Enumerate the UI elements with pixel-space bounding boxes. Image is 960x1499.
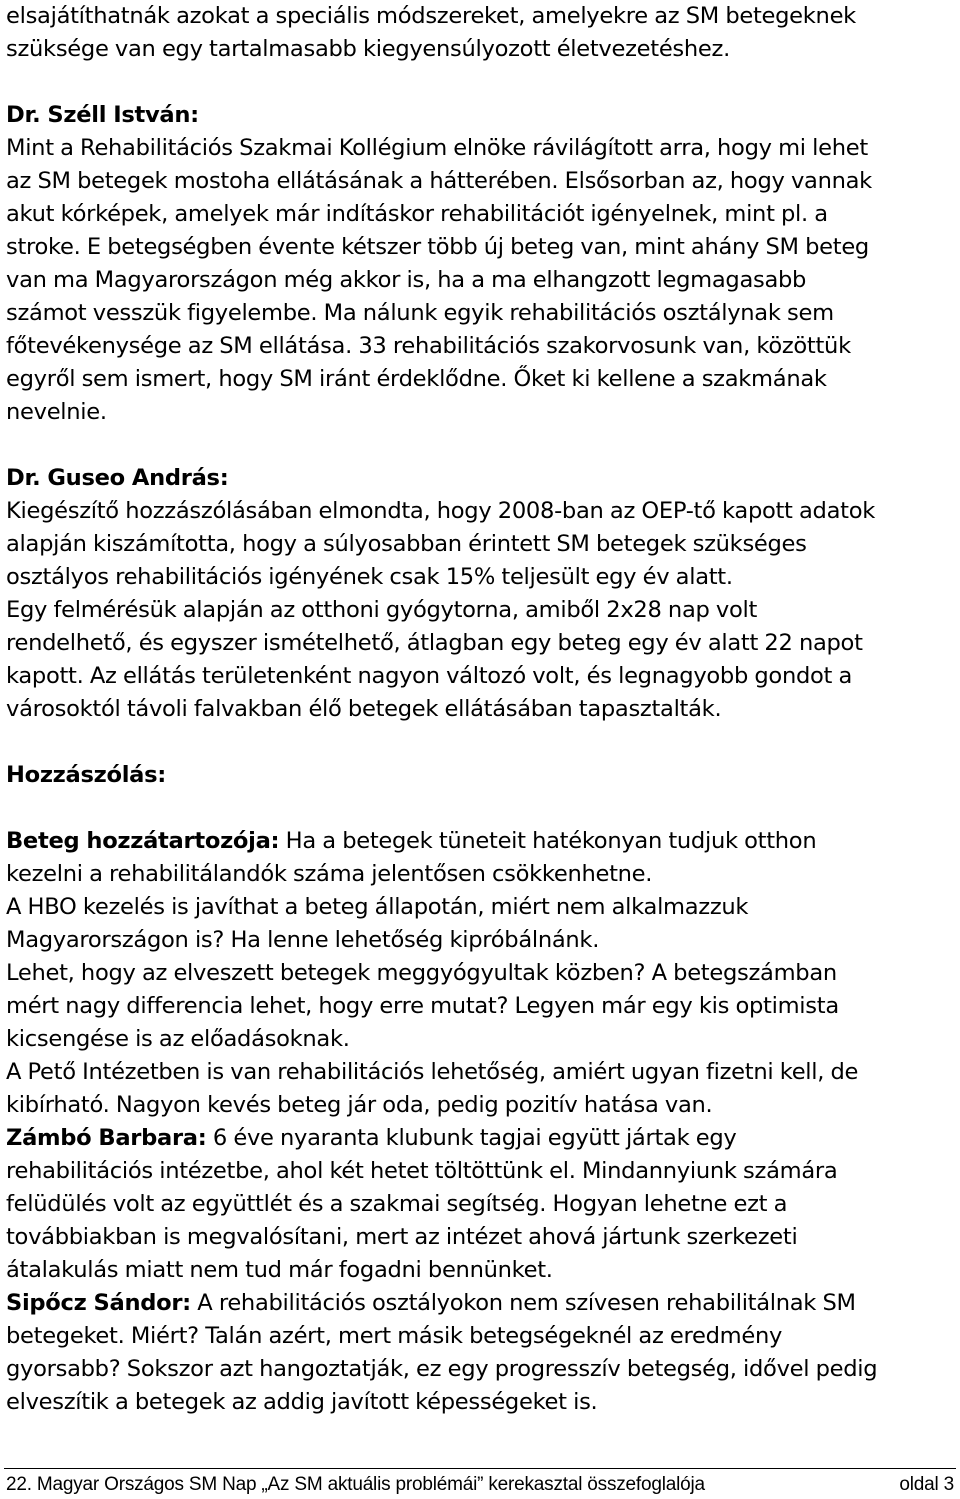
- text-line: Ha a betegek tüneteit hatékonyan tudjuk otthon: [279, 828, 817, 854]
- text-line: Kiegészítő hozzászólásában elmondta, hogy 2008-ban az OEP-tő kapott adatok: [6, 498, 876, 524]
- speaker-heading: Dr. Széll István:: [6, 102, 199, 128]
- page-footer: [6, 1472, 954, 1498]
- text-line: egyről sem ismert, hogy SM iránt érdeklődne. Őket ki kellene a szakmának: [6, 366, 827, 392]
- text-line: elveszítik a betegek az addig javított képességeket is.: [6, 1389, 598, 1415]
- paragraph-gap: [6, 726, 956, 759]
- paragraph-gap: [6, 66, 956, 99]
- text-line: kicsengése is az előadásoknak.: [6, 1026, 350, 1052]
- text-line: kibírható. Nagyon kevés beteg jár oda, pedig pozitív hatása van.: [6, 1092, 713, 1118]
- text-line: A rehabilitációs osztályokon nem szívesen rehabilitálnak SM: [190, 1290, 856, 1316]
- paragraph-comments: [6, 825, 956, 1419]
- text-line: stroke. E betegségben évente kétszer több új beteg van, mint ahány SM beteg: [6, 234, 869, 260]
- text-line: kezelni a rehabilitálandók száma jelentősen csökkenhetne.: [6, 861, 653, 887]
- text-line: Mint a Rehabilitációs Szakmai Kollégium elnöke rávilágított arra, hogy mi lehet: [6, 135, 868, 161]
- text-line: A Pető Intézetben is van rehabilitációs lehetőség, amiért ugyan fizetni kell, de: [6, 1059, 859, 1085]
- section-heading-paragraph: [6, 759, 956, 792]
- footer-divider: [4, 1468, 956, 1469]
- text-line: A HBO kezelés is javíthat a beteg állapotán, miért nem alkalmazzuk: [6, 894, 749, 920]
- text-line: 6 éve nyaranta klubunk tagjai együtt jártak egy: [206, 1125, 737, 1151]
- text-line: gyorsabb? Sokszor azt hangoztatják, ez egy progresszív betegség, idővel pedig: [6, 1356, 878, 1382]
- text-line: városoktól távoli falvakban élő betegek ellátásában tapasztalták.: [6, 696, 722, 722]
- text-line: Magyarországon is? Ha lenne lehetőség kipróbálnánk.: [6, 927, 600, 953]
- section-heading: Hozzászólás:: [6, 762, 166, 788]
- speaker-name: Zámbó Barbara:: [6, 1125, 207, 1151]
- text-line: betegeket. Miért? Talán azért, mert másik betegségeknél az eredmény: [6, 1323, 783, 1349]
- text-line: továbbiakban is megvalósítani, mert az intézet ahová jártunk szerkezeti: [6, 1224, 798, 1250]
- text-line: Lehet, hogy az elveszett betegek meggyógyultak közben? A betegszámban: [6, 960, 837, 986]
- text-line: Egy felmérésük alapján az otthoni gyógytorna, amiből 2x28 nap volt: [6, 597, 758, 623]
- speaker-name: Sipőcz Sándor:: [6, 1290, 191, 1316]
- text-line: nevelnie.: [6, 399, 107, 425]
- text-line: akut kórképek, amelyek már indításkor rehabilitációt igényelnek, mint pl. a: [6, 201, 828, 227]
- text-line: számot vesszük figyelembe. Ma nálunk egyik rehabilitációs osztálynak sem: [6, 300, 834, 326]
- text-line: van ma Magyarországon még akkor is, ha a ma elhangzott legmagasabb: [6, 267, 807, 293]
- text-line: szüksége van egy tartalmasabb kiegyensúlyozott életvezetéshez.: [6, 36, 730, 62]
- paragraph-gap: [6, 429, 956, 462]
- text-line: kapott. Az ellátás területenként nagyon változó volt, és legnagyobb gondot a: [6, 663, 853, 689]
- text-line: főtevékenysége az SM ellátása. 33 rehabilitációs szakorvosunk van, közöttük: [6, 333, 851, 359]
- text-line: alapján kiszámította, hogy a súlyosabban érintett SM betegek szükséges: [6, 531, 807, 557]
- text-line: felüdülés volt az együttlét és a szakmai segítség. Hogyan lehetne ezt a: [6, 1191, 788, 1217]
- paragraph-intro: [6, 0, 956, 66]
- footer-title: 22. Magyar Országos SM Nap „Az SM aktuális problémái” kerekasztal összefoglalója: [6, 1474, 705, 1495]
- text-line: elsajátíthatnák azokat a speciális módszereket, amelyekre az SM betegeknek: [6, 3, 856, 29]
- document-page: [6, 0, 956, 1419]
- text-line: átalakulás miatt nem tud már fogadni bennünket.: [6, 1257, 553, 1283]
- paragraph-guseo: [6, 462, 956, 726]
- text-line: mért nagy differencia lehet, hogy erre mutat? Legyen már egy kis optimista: [6, 993, 839, 1019]
- speaker-heading: Dr. Guseo András:: [6, 465, 229, 491]
- speaker-name: Beteg hozzátartozója:: [6, 828, 280, 854]
- text-line: rehabilitációs intézetbe, ahol két hetet töltöttünk el. Mindannyiunk számára: [6, 1158, 838, 1184]
- paragraph-szell: [6, 99, 956, 429]
- text-line: rendelhető, és egyszer ismételhető, átlagban egy beteg egy év alatt 22 napot: [6, 630, 863, 656]
- text-line: az SM betegek mostoha ellátásának a hátterében. Elsősorban az, hogy vannak: [6, 168, 872, 194]
- text-line: osztályos rehabilitációs igényének csak 15% teljesült egy év alatt.: [6, 564, 733, 590]
- paragraph-gap: [6, 792, 956, 825]
- page-number: oldal 3: [899, 1474, 954, 1495]
